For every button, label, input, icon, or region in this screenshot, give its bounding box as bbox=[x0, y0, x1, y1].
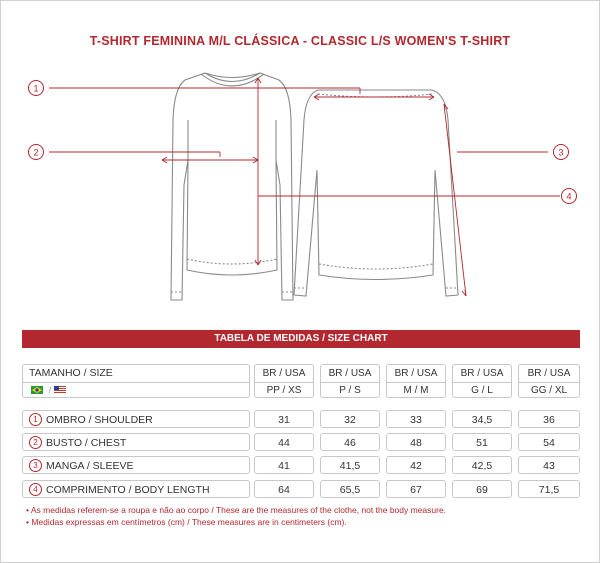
table-row-shoulder bbox=[22, 410, 580, 428]
col-size: P / S bbox=[339, 385, 361, 396]
col-size: PP / XS bbox=[266, 385, 302, 396]
row-label-text: BUSTO / CHEST bbox=[46, 437, 127, 449]
back-shirt-outline bbox=[294, 90, 458, 296]
flags: / bbox=[23, 382, 249, 399]
row-number: 3 bbox=[29, 459, 42, 472]
table-cell: 42,5 bbox=[452, 456, 512, 474]
note-text: As medidas referem-se a roupa e não ao corpo / These are the measures of the clothe, not the body measure. bbox=[30, 505, 447, 515]
row-label bbox=[22, 480, 250, 498]
size-header-row bbox=[22, 364, 580, 398]
col-region: BR / USA bbox=[255, 365, 313, 383]
size-chart-header: TABELA DE MEDIDAS / SIZE CHART bbox=[22, 330, 580, 347]
table-cell: 48 bbox=[386, 433, 446, 451]
table-cell: 54 bbox=[518, 433, 580, 451]
col-size: GG / XL bbox=[530, 385, 568, 396]
marker-4-label: 4 bbox=[566, 191, 572, 202]
table-row-chest bbox=[22, 433, 580, 451]
table-cell: 36 bbox=[518, 410, 580, 428]
row-label-text: COMPRIMENTO / BODY LENGTH bbox=[46, 484, 210, 496]
table-cell: 42 bbox=[386, 456, 446, 474]
tshirt-diagram bbox=[0, 60, 600, 320]
col-size: G / L bbox=[471, 385, 493, 396]
note-1: • As medidas referem-se a roupa e não ao corpo / These are the measures of the clothe, not the body measure. bbox=[26, 505, 447, 515]
size-label-cell bbox=[22, 364, 250, 398]
table-cell: 41 bbox=[254, 456, 314, 474]
marker-2-label: 2 bbox=[33, 147, 39, 158]
table-cell: 51 bbox=[452, 433, 512, 451]
row-label bbox=[22, 456, 250, 474]
table-cell: 67 bbox=[386, 480, 446, 498]
size-col-3 bbox=[386, 364, 446, 398]
table-cell: 33 bbox=[386, 410, 446, 428]
table-cell: 31 bbox=[254, 410, 314, 428]
table-cell: 34,5 bbox=[452, 410, 512, 428]
divider bbox=[22, 347, 580, 348]
row-number: 2 bbox=[29, 436, 42, 449]
page-title: T-SHIRT FEMININA M/L CLÁSSICA - CLASSIC L/S WOMEN'S T-SHIRT bbox=[89, 34, 511, 48]
col-region: BR / USA bbox=[519, 365, 579, 383]
size-col-5 bbox=[518, 364, 580, 398]
front-shirt-outline bbox=[171, 73, 293, 300]
row-number: 1 bbox=[29, 413, 42, 426]
size-col-2 bbox=[320, 364, 380, 398]
table-cell: 32 bbox=[320, 410, 380, 428]
col-size: M / M bbox=[403, 385, 429, 396]
marker-1-label: 1 bbox=[33, 83, 39, 94]
row-number: 4 bbox=[29, 483, 42, 496]
note-2: • Medidas expressas em centímetros (cm) / These measures are in centimeters (cm). bbox=[26, 517, 347, 527]
flag-brazil-icon bbox=[31, 386, 43, 394]
flag-usa-icon bbox=[54, 386, 66, 394]
size-col-4 bbox=[452, 364, 512, 398]
table-cell: 71,5 bbox=[518, 480, 580, 498]
col-region: BR / USA bbox=[453, 365, 511, 383]
row-label bbox=[22, 410, 250, 428]
table-cell: 46 bbox=[320, 433, 380, 451]
row-label-text: OMBRO / SHOULDER bbox=[46, 414, 153, 426]
table-cell: 64 bbox=[254, 480, 314, 498]
col-region: BR / USA bbox=[321, 365, 379, 383]
note-text: Medidas expressas em centímetros (cm) / These measures are in centimeters (cm). bbox=[31, 517, 347, 527]
table-cell: 65,5 bbox=[320, 480, 380, 498]
table-row-body-length bbox=[22, 480, 580, 498]
size-label: TAMANHO / SIZE bbox=[23, 365, 249, 383]
row-label bbox=[22, 433, 250, 451]
marker-3-label: 3 bbox=[558, 147, 564, 158]
table-cell: 44 bbox=[254, 433, 314, 451]
col-region: BR / USA bbox=[387, 365, 445, 383]
table-cell: 43 bbox=[518, 456, 580, 474]
row-label-text: MANGA / SLEEVE bbox=[46, 460, 134, 472]
table-cell: 69 bbox=[452, 480, 512, 498]
size-col-1 bbox=[254, 364, 314, 398]
table-cell: 41,5 bbox=[320, 456, 380, 474]
table-row-sleeve bbox=[22, 456, 580, 474]
